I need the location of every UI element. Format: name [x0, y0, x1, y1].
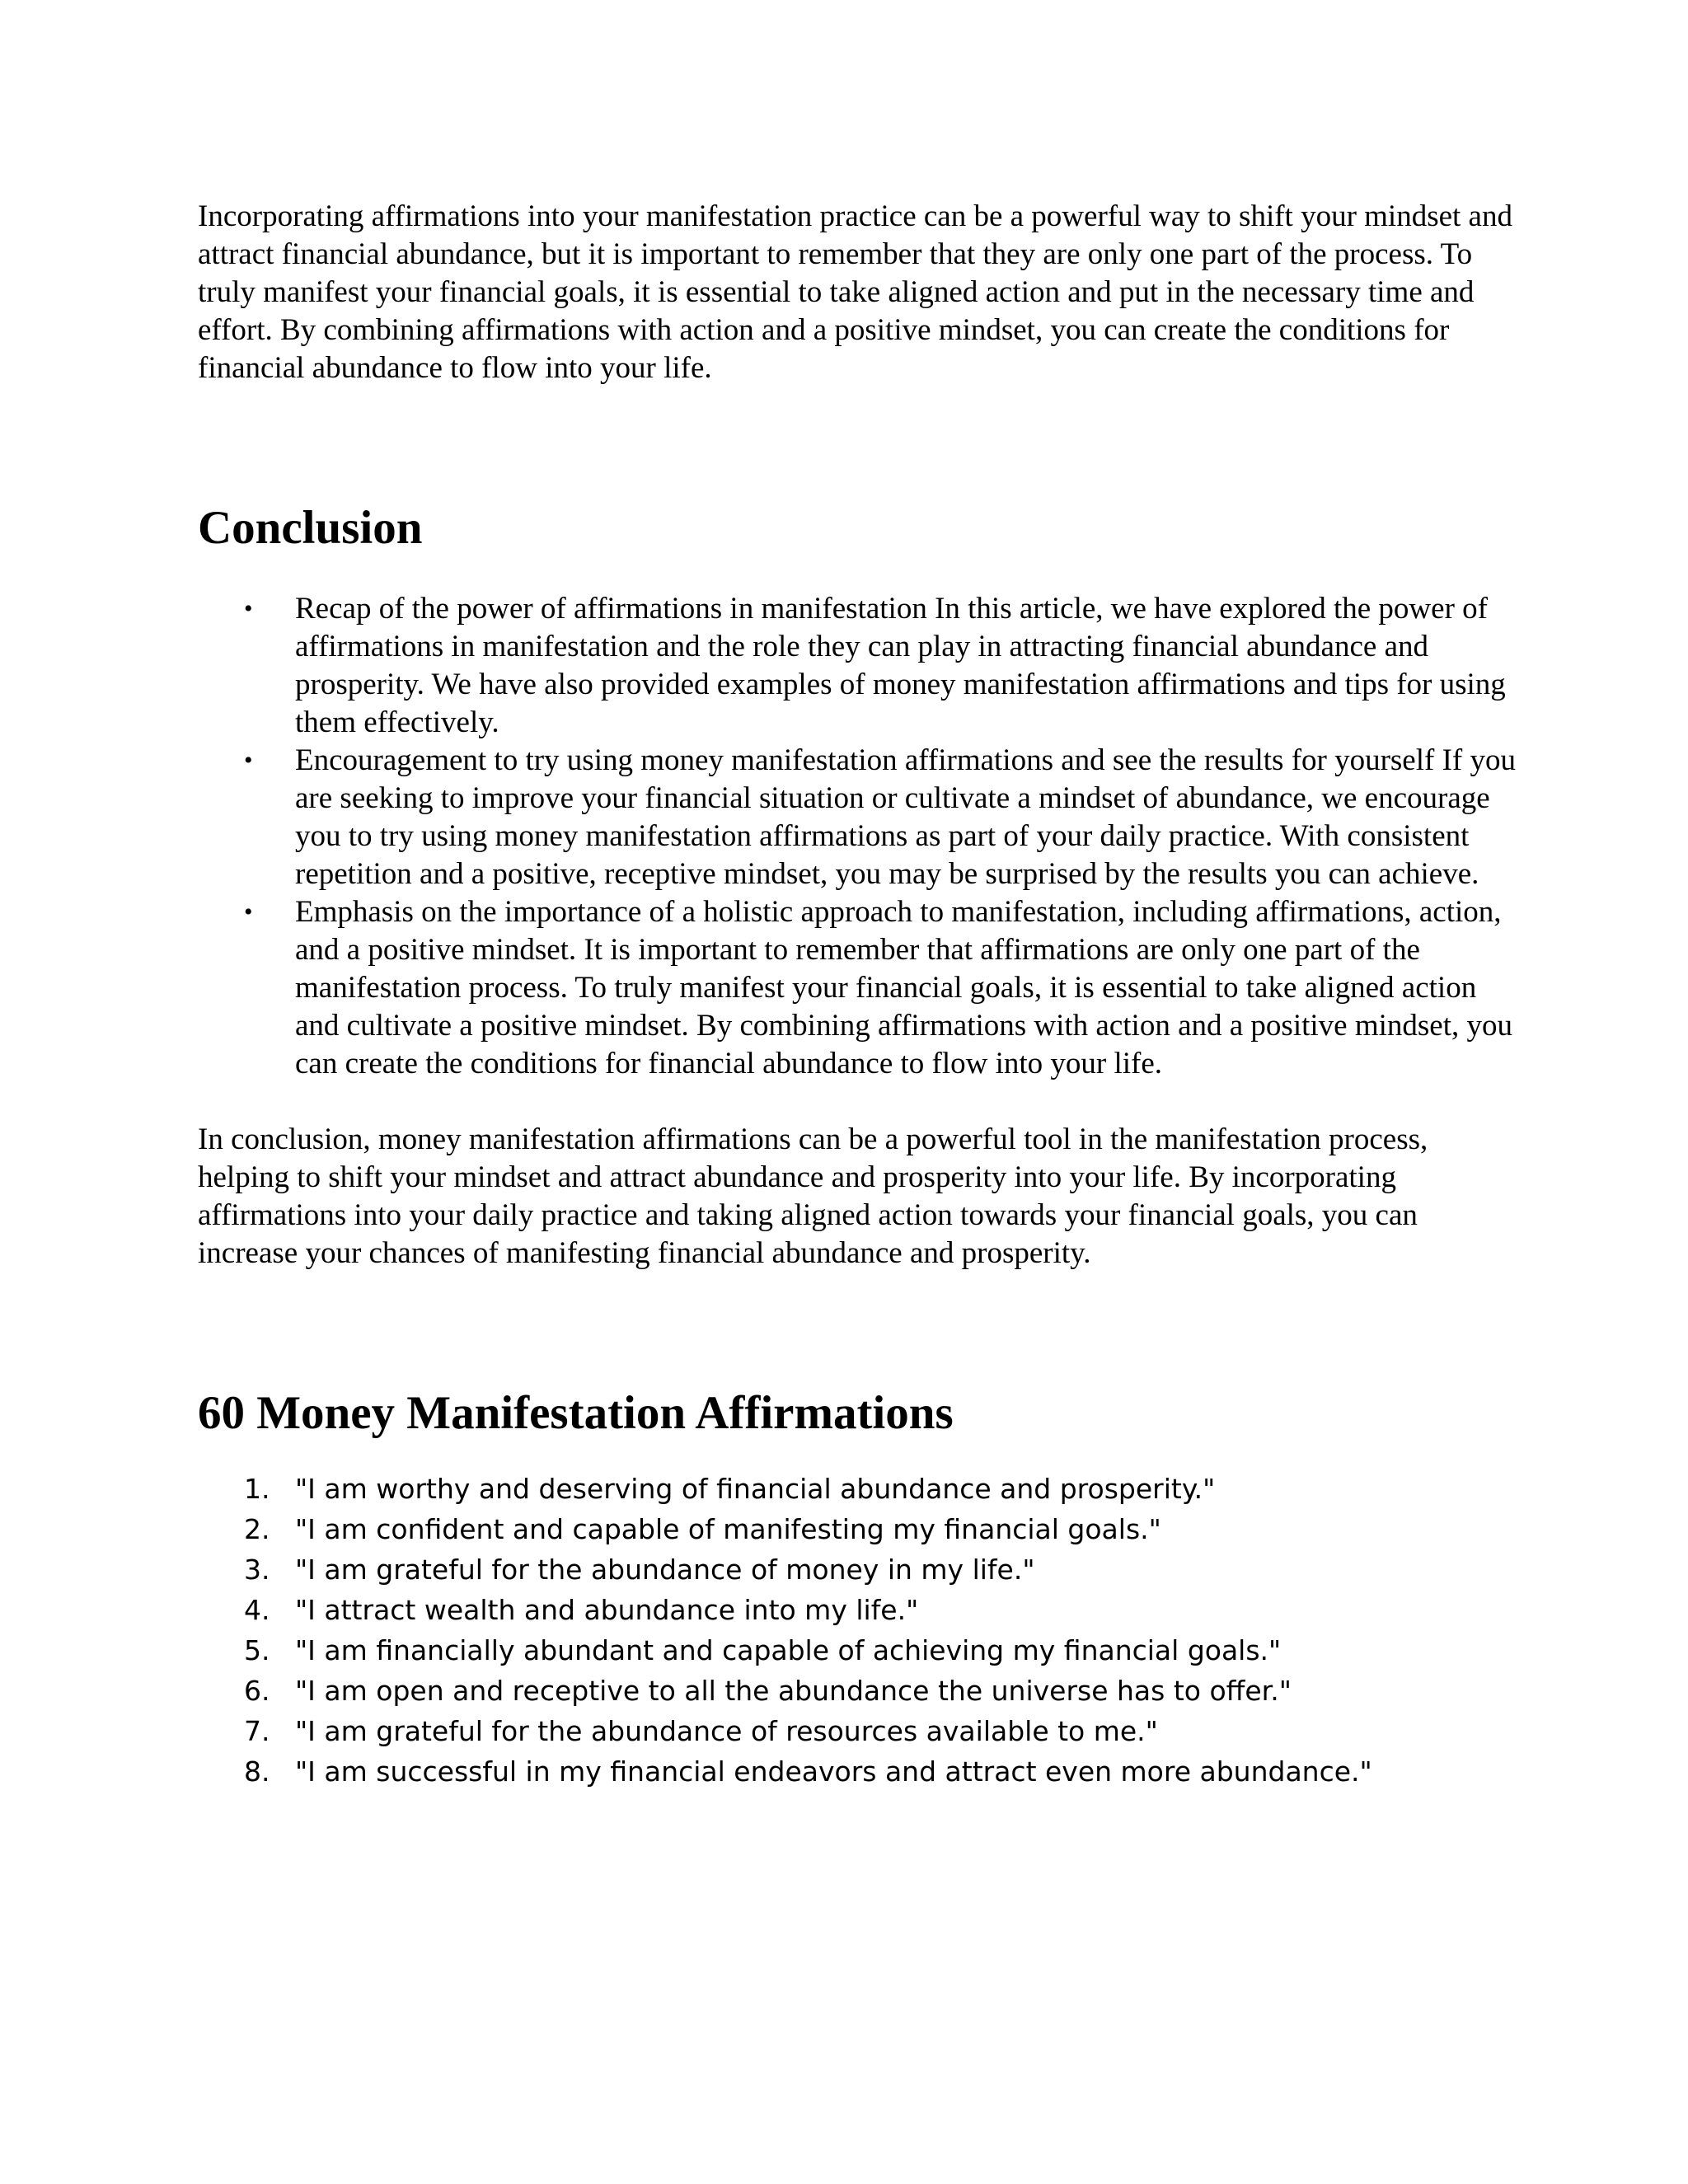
- list-number: 3.: [244, 1554, 270, 1586]
- list-item: [198, 1590, 1517, 1630]
- bullet-icon: •: [244, 898, 253, 926]
- list-number: 5.: [244, 1634, 270, 1666]
- document-page: [198, 198, 1517, 1792]
- bullet-icon: •: [244, 747, 253, 774]
- list-number: 6.: [244, 1675, 270, 1707]
- conclusion-bullet-list: [198, 590, 1517, 1083]
- affirmation-text: "I am grateful for the abundance of money in my life.": [295, 1554, 1035, 1586]
- list-number: 2.: [244, 1513, 270, 1545]
- list-number: 8.: [244, 1755, 270, 1788]
- affirmations-heading: 60 Money Manifestation Affirmations: [198, 1387, 954, 1439]
- affirmation-text: "I am worthy and deserving of financial abundance and prosperity.": [295, 1473, 1216, 1505]
- list-item: [198, 1711, 1517, 1751]
- list-item: [198, 1469, 1517, 1509]
- affirmation-text: "I attract wealth and abundance into my life.": [295, 1594, 919, 1626]
- affirmations-list: [198, 1469, 1517, 1792]
- list-number: 7.: [244, 1715, 270, 1747]
- list-item: [198, 1549, 1517, 1590]
- list-item-text: Recap of the power of affirmations in manifestation In this article, we have explored the power of affirmations in manifestation and the role they can play in attracting financial abundance and prosperity. We have also provided examples of money manifestation affirmations and tips for using them effectively.: [295, 592, 1506, 739]
- list-item: [198, 893, 1517, 1083]
- list-number: 4.: [244, 1594, 270, 1626]
- closing-paragraph: In conclusion, money manifestation affirmations can be a powerful tool in the manifestation process, helping to shift your mindset and attract abundance and prosperity into your life. By incorporating affirmations into your daily practice and taking aligned action towards your financial goals, you can increase your chances of manifesting financial abundance and prosperity.: [198, 1122, 1428, 1270]
- list-item-text: Encouragement to try using money manifestation affirmations and see the results for yourself If you are seeking to improve your financial situation or cultivate a mindset of abundance, we encourage you to try using money manifestation affirmations as part of your daily practice. With consistent repetition and a positive, receptive mindset, you may be surprised by the results you can achieve.: [295, 743, 1516, 891]
- list-item: [198, 1751, 1517, 1792]
- bullet-icon: •: [244, 595, 253, 622]
- list-item-text: Emphasis on the importance of a holistic approach to manifestation, including affirmations, action, and a positive mindset. It is important to remember that affirmations are only one part of the manifestation process. To truly manifest your financial goals, it is essential to take aligned action and cultivate a positive mindset. By combining affirmations with action and a positive mindset, you can create the conditions for financial abundance to flow into your life.: [295, 895, 1513, 1080]
- list-number: 1.: [244, 1473, 270, 1505]
- intro-paragraph: Incorporating affirmations into your manifestation practice can be a powerful way to shift your mindset and attract financial abundance, but it is important to remember that they are only one part of the process. To truly manifest your financial goals, it is essential to take aligned action and put in the necessary time and effort. By combining affirmations with action and a positive mindset, you can create the conditions for financial abundance to flow into your life.: [198, 199, 1512, 385]
- list-item: [198, 1509, 1517, 1549]
- affirmation-text: "I am confident and capable of manifesting my financial goals.": [295, 1513, 1161, 1545]
- affirmation-text: "I am grateful for the abundance of resources available to me.": [295, 1715, 1158, 1747]
- affirmation-text: "I am successful in my financial endeavors and attract even more abundance.": [295, 1755, 1372, 1788]
- list-item: [198, 1630, 1517, 1671]
- affirmation-text: "I am open and receptive to all the abundance the universe has to offer.": [295, 1675, 1292, 1707]
- conclusion-heading: Conclusion: [198, 502, 423, 554]
- list-item: [198, 590, 1517, 742]
- list-item: [198, 1671, 1517, 1711]
- affirmation-text: "I am financially abundant and capable of achieving my financial goals.": [295, 1634, 1282, 1666]
- list-item: [198, 742, 1517, 893]
